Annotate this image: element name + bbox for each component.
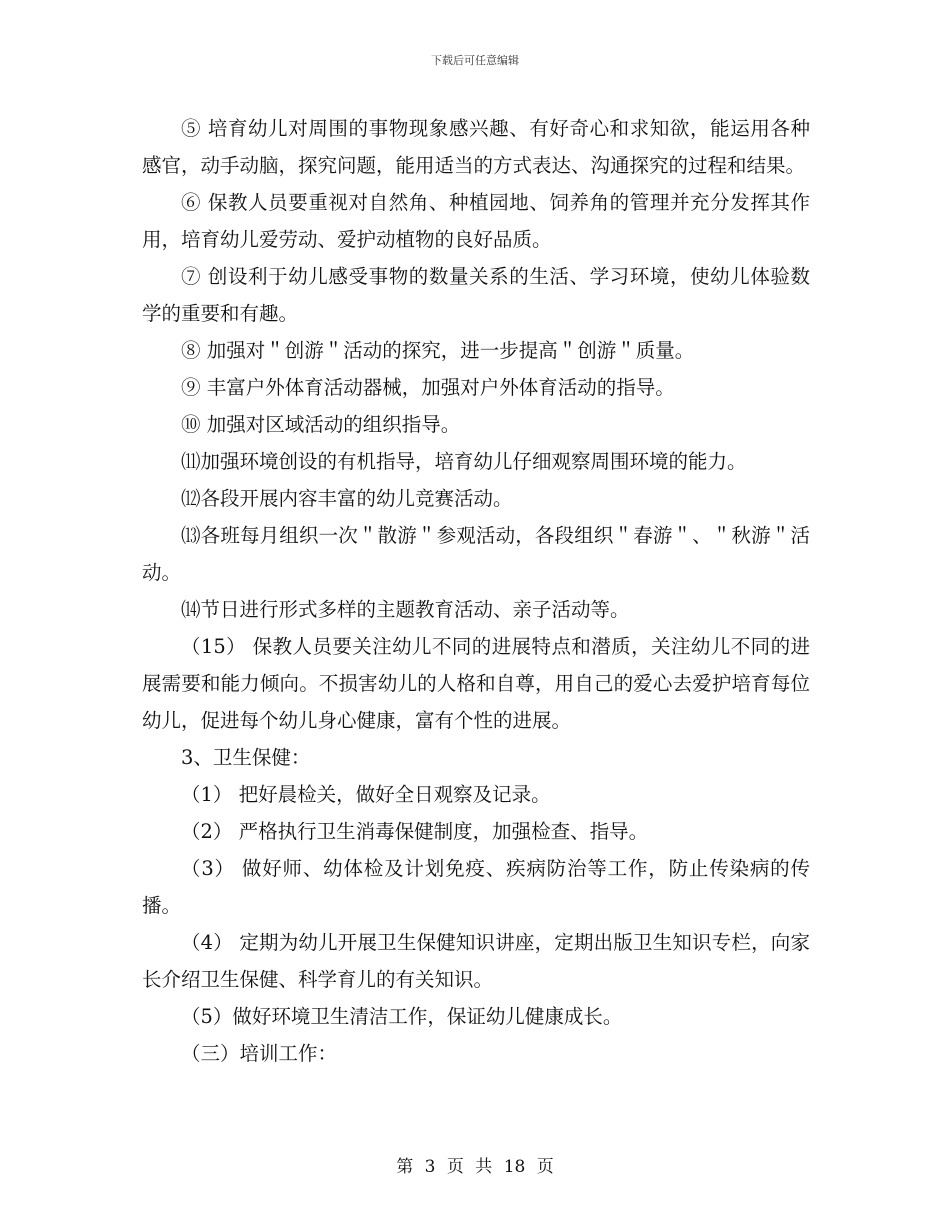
section-heading-training: （三）培训工作： bbox=[181, 1042, 338, 1065]
page-number-footer: 第 3 页 共 18 页 bbox=[396, 1157, 554, 1177]
hygiene-item-1: （1） 把好晨检关，做好全日观察及记录。 bbox=[181, 783, 551, 806]
hygiene-item-3: （3） 做好师、幼体检及计划免疫、疾病防治等工作，防止传染病的传播。 bbox=[142, 857, 810, 917]
paragraph-item-6: ⑥ 保教人员要重视对自然角、种植园地、饲养角的管理并充分发挥其作用，培育幼儿爱劳动、爱护动植物的良好品质。 bbox=[142, 191, 810, 251]
paragraph-item-15: （15） 保教人员要关注幼儿不同的进展特点和潜质，关注幼儿不同的进展需要和能力倾向。不损害幼儿的人格和自尊，用自己的爱心去爱护培育每位幼儿，促进每个幼儿身心健康，富有个性的进展。 bbox=[142, 635, 810, 732]
hygiene-item-4: （4） 定期为幼儿开展卫生保健知识讲座，定期出版卫生知识专栏，向家长介绍卫生保健、科学育儿的有关知识。 bbox=[142, 931, 810, 991]
paragraph-item-11: ⑾加强环境创设的有机指导，培育幼儿仔细观察周围环境的能力。 bbox=[181, 450, 747, 473]
paragraph-item-9: ⑨ 丰富户外体育活动器械，加强对户外体育活动的指导。 bbox=[181, 376, 675, 399]
section-heading-hygiene: 3、卫生保健： bbox=[181, 746, 311, 769]
paragraph-item-12: ⑿各段开展内容丰富的幼儿竞赛活动。 bbox=[181, 487, 513, 510]
paragraph-item-5: ⑤ 培育幼儿对周围的事物现象感兴趣、有好奇心和求知欲，能运用各种感官，动手动脑，探究问题，能用适当的方式表达、沟通探究的过程和结果。 bbox=[142, 117, 810, 177]
document-body bbox=[142, 110, 810, 1072]
paragraph-item-8: ⑧ 加强对＂创游＂活动的探究，进一步提高＂创游＂质量。 bbox=[181, 339, 695, 362]
paragraph-item-10: ⑩ 加强对区域活动的组织指导。 bbox=[181, 413, 461, 436]
paragraph-item-14: ⒁节日进行形式多样的主题教育活动、亲子活动等。 bbox=[181, 598, 630, 621]
page-header: 下载后可任意编辑 bbox=[431, 54, 519, 67]
hygiene-item-5: （5）做好环境卫生清洁工作，保证幼儿健康成长。 bbox=[181, 1005, 623, 1028]
paragraph-item-13: ⒀各班每月组织一次＂散游＂参观活动，各段组织＂春游＂、＂秋游＂活动。 bbox=[142, 524, 810, 584]
paragraph-item-7: ⑦ 创设利于幼儿感受事物的数量关系的生活、学习环境，使幼儿体验数学的重要和有趣。 bbox=[142, 265, 810, 325]
hygiene-item-2: （2） 严格执行卫生消毒保健制度，加强检查、指导。 bbox=[181, 820, 649, 843]
